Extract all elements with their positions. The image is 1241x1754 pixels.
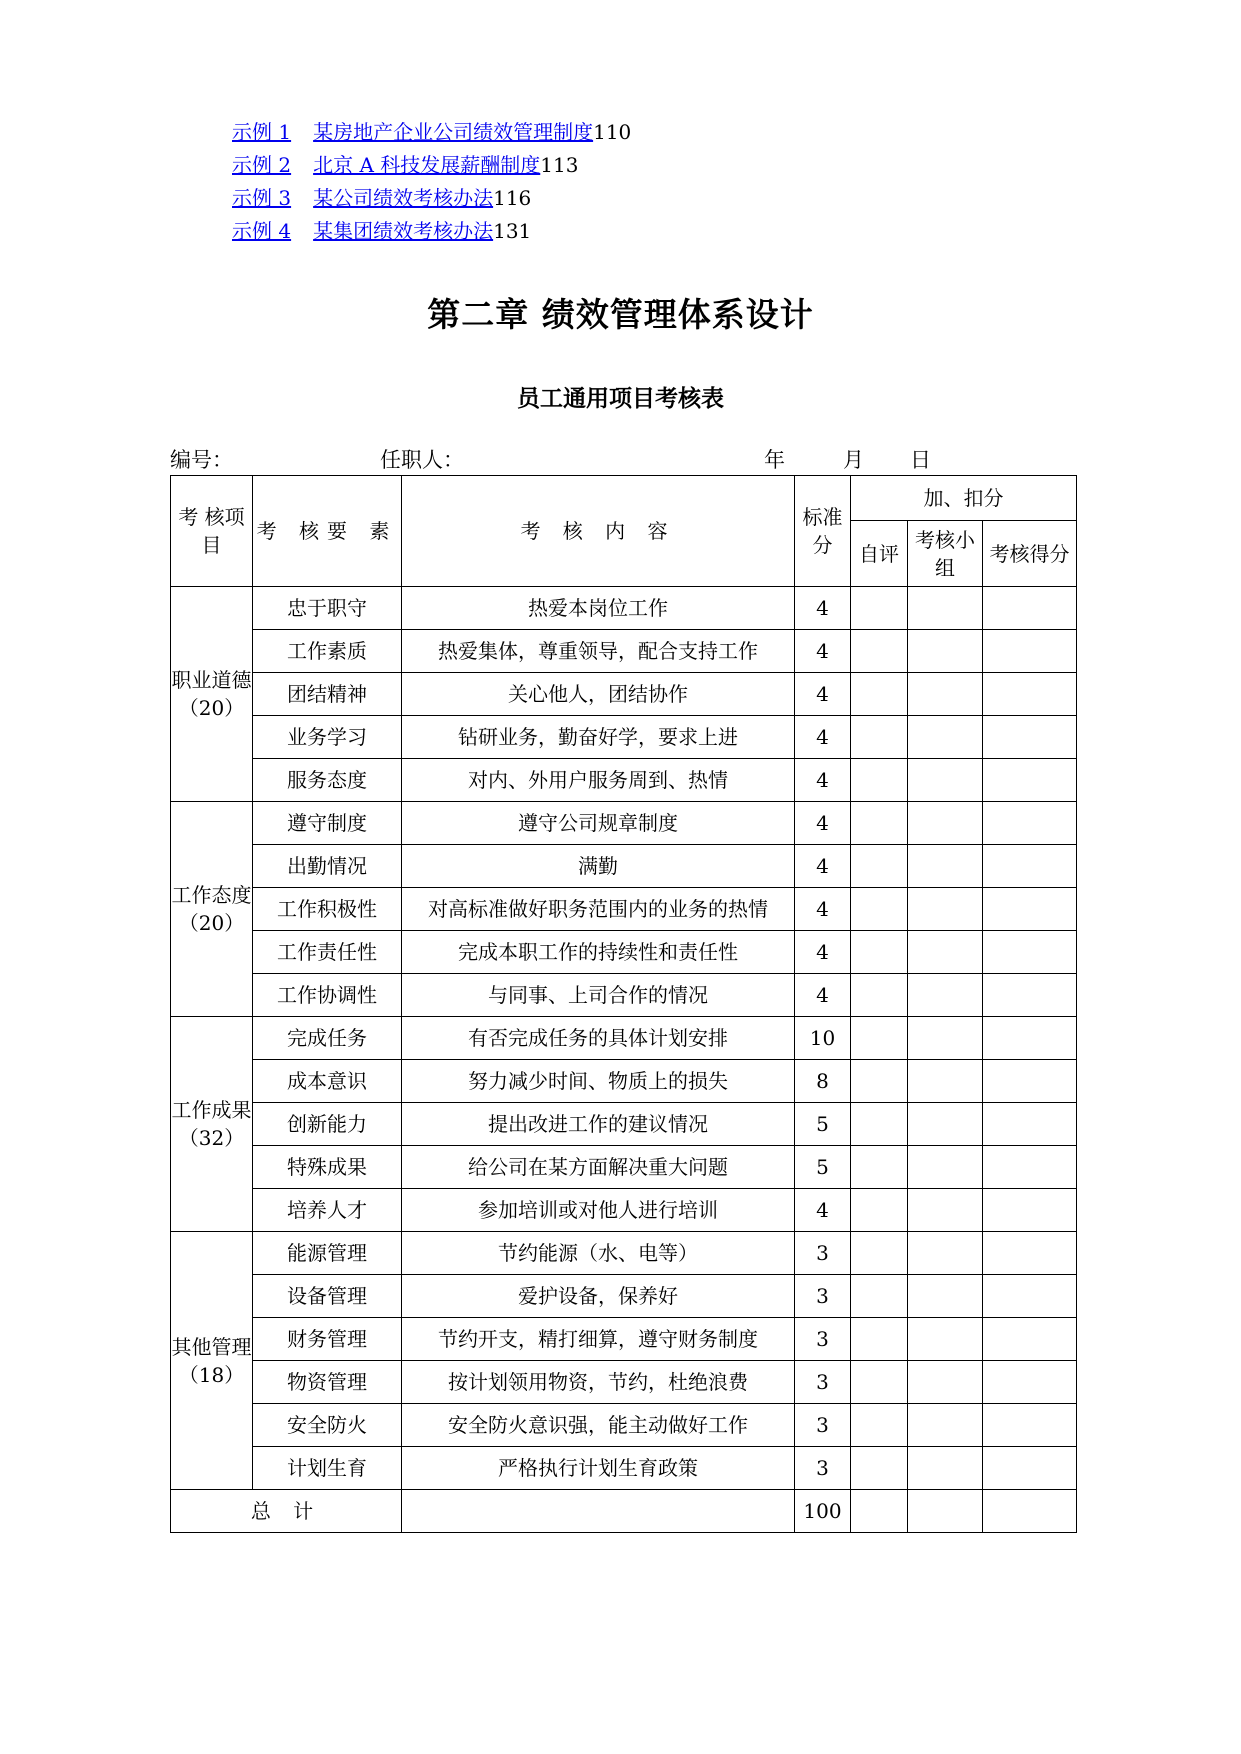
self-eval-cell[interactable] — [851, 931, 908, 974]
total-label: 总 计 — [171, 1490, 402, 1533]
toc-item — [232, 182, 631, 215]
element-cell: 安全防火 — [253, 1404, 402, 1447]
self-eval-cell[interactable] — [851, 1318, 908, 1361]
standard-score-cell: 3 — [795, 1361, 851, 1404]
header-item: 考 核项目 — [171, 476, 253, 587]
evaluation-table — [170, 475, 1077, 1533]
content-cell: 安全防火意识强，能主动做好工作 — [402, 1404, 795, 1447]
group-eval-cell[interactable] — [908, 888, 983, 931]
content-cell: 对高标准做好职务范围内的业务的热情 — [402, 888, 795, 931]
table-row — [171, 1404, 1077, 1447]
standard-score-cell: 4 — [795, 888, 851, 931]
table-row — [171, 630, 1077, 673]
standard-score-cell: 4 — [795, 630, 851, 673]
total-group-cell[interactable] — [908, 1490, 983, 1533]
category-cell: 工作态度（20） — [171, 802, 253, 1017]
toc-title: 某公司绩效考核办法 — [313, 186, 494, 210]
final-score-cell[interactable] — [983, 673, 1077, 716]
toc-num: 示例 2 — [232, 153, 292, 177]
element-cell: 特殊成果 — [253, 1146, 402, 1189]
self-eval-cell[interactable] — [851, 1060, 908, 1103]
group-eval-cell[interactable] — [908, 1361, 983, 1404]
final-score-cell[interactable] — [983, 1232, 1077, 1275]
element-cell: 服务态度 — [253, 759, 402, 802]
final-score-cell[interactable] — [983, 1275, 1077, 1318]
content-cell: 提出改进工作的建议情况 — [402, 1103, 795, 1146]
total-content-cell — [402, 1490, 795, 1533]
self-eval-cell[interactable] — [851, 587, 908, 630]
table-row — [171, 1189, 1077, 1232]
final-score-cell[interactable] — [983, 716, 1077, 759]
final-score-cell[interactable] — [983, 974, 1077, 1017]
element-cell: 能源管理 — [253, 1232, 402, 1275]
standard-score-cell: 3 — [795, 1232, 851, 1275]
final-score-cell[interactable] — [983, 1404, 1077, 1447]
standard-score-cell: 4 — [795, 716, 851, 759]
standard-score-cell: 4 — [795, 845, 851, 888]
standard-score-cell: 3 — [795, 1275, 851, 1318]
standard-score-cell: 3 — [795, 1447, 851, 1490]
self-eval-cell[interactable] — [851, 802, 908, 845]
content-cell: 参加培训或对他人进行培训 — [402, 1189, 795, 1232]
content-cell: 热爱集体，尊重领导，配合支持工作 — [402, 630, 795, 673]
holder-label: 任职人： — [380, 448, 464, 472]
toc-link-2[interactable] — [232, 153, 540, 177]
final-score-cell[interactable] — [983, 1318, 1077, 1361]
content-cell: 节约能源（水、电等） — [402, 1232, 795, 1275]
self-eval-cell[interactable] — [851, 1447, 908, 1490]
category-cell: 工作成果（32） — [171, 1017, 253, 1232]
table-row — [171, 1060, 1077, 1103]
content-cell: 遵守公司规章制度 — [402, 802, 795, 845]
table-row — [171, 1447, 1077, 1490]
element-cell: 工作素质 — [253, 630, 402, 673]
self-eval-cell[interactable] — [851, 630, 908, 673]
group-eval-cell[interactable] — [908, 1275, 983, 1318]
table-row — [171, 1146, 1077, 1189]
table-row — [171, 587, 1077, 630]
group-eval-cell[interactable] — [908, 716, 983, 759]
element-cell: 出勤情况 — [253, 845, 402, 888]
total-row — [171, 1490, 1077, 1533]
group-eval-cell[interactable] — [908, 1189, 983, 1232]
table-title: 员工通用项目考核表 — [517, 385, 724, 412]
group-eval-cell[interactable] — [908, 1232, 983, 1275]
group-eval-cell[interactable] — [908, 802, 983, 845]
final-score-cell[interactable] — [983, 630, 1077, 673]
standard-score-cell: 4 — [795, 759, 851, 802]
toc-page: 116 — [493, 186, 532, 210]
group-eval-cell[interactable] — [908, 759, 983, 802]
self-eval-cell[interactable] — [851, 673, 908, 716]
element-cell: 团结精神 — [253, 673, 402, 716]
toc-link-3[interactable] — [232, 186, 493, 210]
year-label: 年 — [764, 448, 785, 472]
group-eval-cell[interactable] — [908, 1404, 983, 1447]
header-adjust: 加、扣分 — [851, 476, 1077, 521]
table-row — [171, 759, 1077, 802]
self-eval-cell[interactable] — [851, 1146, 908, 1189]
total-final-cell[interactable] — [983, 1490, 1077, 1533]
element-cell: 创新能力 — [253, 1103, 402, 1146]
table-row — [171, 888, 1077, 931]
standard-score-cell: 4 — [795, 587, 851, 630]
standard-score-cell: 8 — [795, 1060, 851, 1103]
header-standard: 标准分 — [795, 476, 851, 587]
content-cell: 与同事、上司合作的情况 — [402, 974, 795, 1017]
final-score-cell[interactable] — [983, 845, 1077, 888]
element-cell: 完成任务 — [253, 1017, 402, 1060]
content-cell: 对内、外用户服务周到、热情 — [402, 759, 795, 802]
content-cell: 按计划领用物资，节约，杜绝浪费 — [402, 1361, 795, 1404]
element-cell: 工作协调性 — [253, 974, 402, 1017]
total-score: 100 — [795, 1490, 851, 1533]
toc-num: 示例 3 — [232, 186, 292, 210]
table-row — [171, 1017, 1077, 1060]
content-cell: 完成本职工作的持续性和责任性 — [402, 931, 795, 974]
day-label: 日 — [910, 448, 931, 472]
chapter-title: 第二章 绩效管理体系设计 — [427, 295, 814, 334]
group-eval-cell[interactable] — [908, 1447, 983, 1490]
group-eval-cell[interactable] — [908, 1146, 983, 1189]
element-cell: 物资管理 — [253, 1361, 402, 1404]
toc-page: 110 — [593, 120, 632, 144]
content-cell: 热爱本岗位工作 — [402, 587, 795, 630]
element-cell: 设备管理 — [253, 1275, 402, 1318]
table-row — [171, 802, 1077, 845]
month-label: 月 — [843, 448, 864, 472]
self-eval-cell[interactable] — [851, 1189, 908, 1232]
final-score-cell[interactable] — [983, 587, 1077, 630]
table-row — [171, 1318, 1077, 1361]
header-row — [171, 476, 1077, 521]
standard-score-cell: 5 — [795, 1103, 851, 1146]
group-eval-cell[interactable] — [908, 931, 983, 974]
group-eval-cell[interactable] — [908, 1318, 983, 1361]
final-score-cell[interactable] — [983, 1447, 1077, 1490]
toc-title: 某集团绩效考核办法 — [313, 219, 494, 243]
header-score: 考核得分 — [983, 521, 1077, 587]
table-row — [171, 673, 1077, 716]
final-score-cell[interactable] — [983, 888, 1077, 931]
total-self-cell[interactable] — [851, 1490, 908, 1533]
element-cell: 成本意识 — [253, 1060, 402, 1103]
self-eval-cell[interactable] — [851, 1103, 908, 1146]
table-row — [171, 716, 1077, 759]
self-eval-cell[interactable] — [851, 845, 908, 888]
toc-item — [232, 116, 631, 149]
toc-page: 113 — [540, 153, 579, 177]
header-self: 自评 — [851, 521, 908, 587]
standard-score-cell: 4 — [795, 1189, 851, 1232]
group-eval-cell[interactable] — [908, 845, 983, 888]
element-cell: 工作责任性 — [253, 931, 402, 974]
category-cell: 职业道德（20） — [171, 587, 253, 802]
toc-item — [232, 149, 631, 182]
final-score-cell[interactable] — [983, 1361, 1077, 1404]
toc-num: 示例 4 — [232, 219, 292, 243]
standard-score-cell: 10 — [795, 1017, 851, 1060]
group-eval-cell[interactable] — [908, 1060, 983, 1103]
element-cell: 业务学习 — [253, 716, 402, 759]
self-eval-cell[interactable] — [851, 716, 908, 759]
table-row — [171, 1361, 1077, 1404]
content-cell: 节约开支，精打细算，遵守财务制度 — [402, 1318, 795, 1361]
group-eval-cell[interactable] — [908, 1103, 983, 1146]
final-score-cell[interactable] — [983, 1189, 1077, 1232]
final-score-cell[interactable] — [983, 1017, 1077, 1060]
table-row — [171, 1103, 1077, 1146]
self-eval-cell[interactable] — [851, 1232, 908, 1275]
header-element: 考 核要 素 — [253, 476, 402, 587]
header-group: 考核小组 — [908, 521, 983, 587]
content-cell: 有否完成任务的具体计划安排 — [402, 1017, 795, 1060]
self-eval-cell[interactable] — [851, 974, 908, 1017]
self-eval-cell[interactable] — [851, 888, 908, 931]
final-score-cell[interactable] — [983, 931, 1077, 974]
standard-score-cell: 3 — [795, 1318, 851, 1361]
group-eval-cell[interactable] — [908, 673, 983, 716]
final-score-cell[interactable] — [983, 1146, 1077, 1189]
content-cell: 爱护设备，保养好 — [402, 1275, 795, 1318]
final-score-cell[interactable] — [983, 759, 1077, 802]
table-row — [171, 1232, 1077, 1275]
table-row — [171, 845, 1077, 888]
group-eval-cell[interactable] — [908, 630, 983, 673]
content-cell: 严格执行计划生育政策 — [402, 1447, 795, 1490]
content-cell: 满勤 — [402, 845, 795, 888]
toc-item — [232, 215, 631, 248]
element-cell: 财务管理 — [253, 1318, 402, 1361]
standard-score-cell: 5 — [795, 1146, 851, 1189]
content-cell: 努力减少时间、物质上的损失 — [402, 1060, 795, 1103]
category-cell: 其他管理（18） — [171, 1232, 253, 1490]
self-eval-cell[interactable] — [851, 1404, 908, 1447]
self-eval-cell[interactable] — [851, 1275, 908, 1318]
element-cell: 培养人才 — [253, 1189, 402, 1232]
standard-score-cell: 4 — [795, 673, 851, 716]
group-eval-cell[interactable] — [908, 587, 983, 630]
content-cell: 钻研业务，勤奋好学，要求上进 — [402, 716, 795, 759]
element-cell: 计划生育 — [253, 1447, 402, 1490]
table-body — [171, 476, 1077, 1533]
toc-title: 某房地产企业公司绩效管理制度 — [313, 120, 594, 144]
toc-page: 131 — [493, 219, 532, 243]
group-eval-cell[interactable] — [908, 974, 983, 1017]
table-row — [171, 1275, 1077, 1318]
table-row — [171, 974, 1077, 1017]
element-cell: 忠于职守 — [253, 587, 402, 630]
element-cell: 遵守制度 — [253, 802, 402, 845]
toc-link-4[interactable] — [232, 219, 493, 243]
toc-link-1[interactable] — [232, 120, 593, 144]
content-cell: 给公司在某方面解决重大问题 — [402, 1146, 795, 1189]
standard-score-cell: 4 — [795, 974, 851, 1017]
standard-score-cell: 4 — [795, 802, 851, 845]
toc-num: 示例 1 — [232, 120, 292, 144]
final-score-cell[interactable] — [983, 1103, 1077, 1146]
number-label: 编号： — [170, 448, 233, 472]
standard-score-cell: 3 — [795, 1404, 851, 1447]
final-score-cell[interactable] — [983, 1060, 1077, 1103]
group-eval-cell[interactable] — [908, 1017, 983, 1060]
self-eval-cell[interactable] — [851, 759, 908, 802]
self-eval-cell[interactable] — [851, 1361, 908, 1404]
content-cell: 关心他人，团结协作 — [402, 673, 795, 716]
toc-title: 北京 A 科技发展薪酬制度 — [313, 153, 541, 177]
element-cell: 工作积极性 — [253, 888, 402, 931]
standard-score-cell: 4 — [795, 931, 851, 974]
header-content: 考 核 内 容 — [402, 476, 795, 587]
toc-list — [232, 116, 631, 248]
final-score-cell[interactable] — [983, 802, 1077, 845]
table-row — [171, 931, 1077, 974]
self-eval-cell[interactable] — [851, 1017, 908, 1060]
